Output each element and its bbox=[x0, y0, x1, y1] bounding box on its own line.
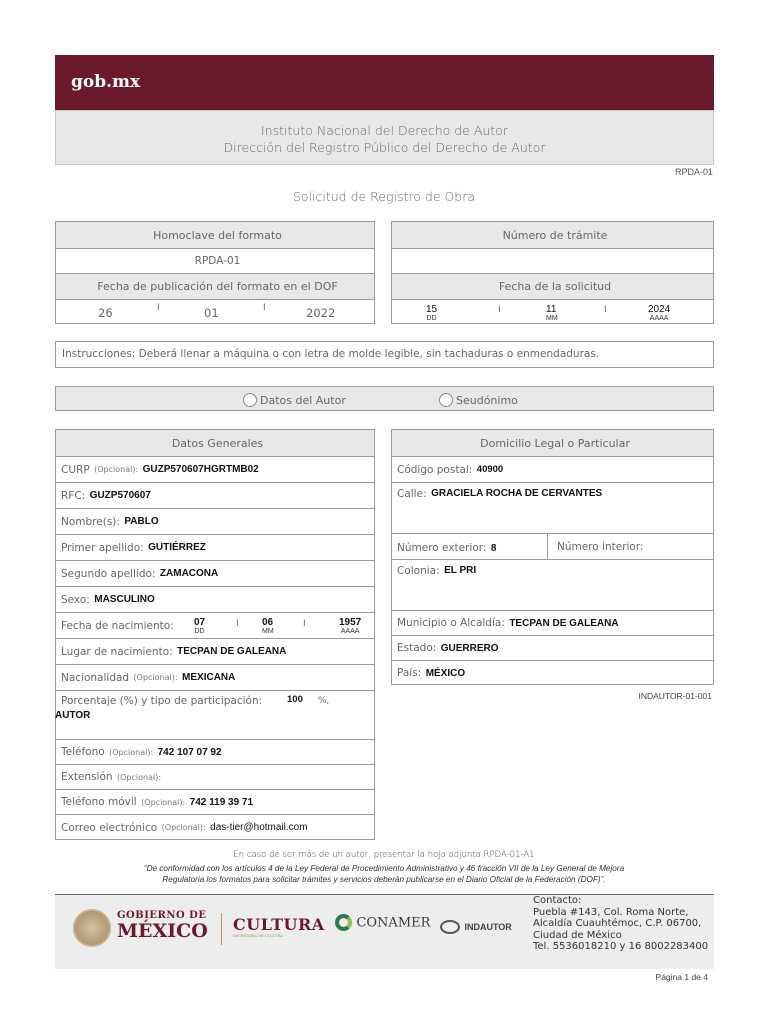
institute-name: Instituto Nacional del Derecho de Autor bbox=[261, 123, 508, 138]
numero-interior-label: Número interior: bbox=[557, 540, 644, 553]
datos-generales-box bbox=[55, 429, 375, 840]
nacionalidad-value: MEXICANA bbox=[182, 672, 236, 683]
mexico-seal-icon bbox=[73, 909, 111, 947]
dof-date bbox=[56, 299, 374, 324]
porcentaje-label: Porcentaje (%) y tipo de participación: bbox=[61, 695, 263, 707]
correo-label: Correo electrónico bbox=[61, 821, 158, 834]
request-date[interactable] bbox=[392, 299, 713, 324]
numero-interior-field[interactable] bbox=[547, 534, 713, 559]
curp-field[interactable] bbox=[56, 456, 374, 482]
nacionalidad-label: Nacionalidad bbox=[61, 671, 130, 684]
telefono-movil-field[interactable] bbox=[56, 789, 374, 814]
cultura-logo bbox=[233, 915, 325, 938]
request-sep-2: I bbox=[604, 305, 607, 315]
codigo-postal-value: 40900 bbox=[476, 464, 504, 475]
nacionalidad-field[interactable] bbox=[56, 664, 374, 690]
telefono-movil-label: Teléfono móvil bbox=[61, 796, 137, 808]
numero-field-row bbox=[392, 533, 713, 559]
segundo-apellido-value: ZAMACONA bbox=[159, 568, 219, 579]
calle-field[interactable] bbox=[392, 482, 713, 533]
legal-line-2: Regulatoria los formatos para solicitar trámites y servicios deberán publicarse en el Diario Oficial de la Federación (DOF)”. bbox=[162, 875, 606, 884]
telefono-movil-value: 742 119 39 71 bbox=[189, 796, 254, 808]
sexo-value: MASCULINO bbox=[94, 594, 155, 605]
numero-exterior-field[interactable] bbox=[397, 538, 496, 556]
municipio-label: Municipio o Alcaldía: bbox=[397, 617, 505, 629]
dof-sep-1: I bbox=[157, 303, 160, 313]
estado-value: GUERRERO bbox=[440, 642, 499, 654]
footer-band bbox=[55, 894, 714, 969]
telefono-field[interactable] bbox=[56, 739, 374, 764]
domicilio-box bbox=[391, 429, 714, 685]
nac-month-group bbox=[262, 617, 274, 635]
curp-value: GUZP570607HGRTMB02 bbox=[142, 464, 259, 475]
correo-field[interactable] bbox=[56, 814, 374, 840]
dd-caption: DD bbox=[426, 315, 437, 322]
rfc-value: GUZP570607 bbox=[89, 490, 151, 501]
porcentaje-field[interactable] bbox=[56, 690, 374, 739]
cultura-subtext: SECRETARÍA DE CULTURA bbox=[233, 934, 283, 938]
extension-field[interactable] bbox=[56, 764, 374, 789]
indautor-text: INDAUTOR bbox=[464, 921, 512, 932]
nombre-value: PABLO bbox=[124, 516, 159, 527]
tipo-participacion-value: AUTOR bbox=[55, 710, 91, 721]
dof-date-label: Fecha de publicación del formato en el DOF bbox=[56, 273, 374, 299]
fecha-nacimiento-field[interactable] bbox=[56, 612, 374, 638]
conamer-logo bbox=[335, 914, 430, 932]
request-year-group bbox=[648, 304, 670, 322]
nac-sep-1: I bbox=[236, 619, 239, 629]
homoclave-value: RPDA-01 bbox=[56, 248, 374, 273]
homoclave-label: Homoclave del formato bbox=[56, 222, 374, 248]
header-bar bbox=[55, 55, 714, 110]
request-sep-1: I bbox=[498, 305, 501, 315]
sexo-label: Sexo: bbox=[61, 593, 90, 606]
colonia-label: Colonia: bbox=[397, 565, 440, 577]
indautor-logo bbox=[440, 918, 512, 936]
domicilio-title: Domicilio Legal o Particular bbox=[392, 430, 713, 456]
nacionalidad-optional: (Opcional): bbox=[133, 673, 178, 682]
nac-mm-caption: MM bbox=[262, 628, 274, 635]
primer-apellido-value: GUTIÉRREZ bbox=[148, 542, 206, 553]
gob-logo-line1: GOBIERNO DE bbox=[117, 910, 207, 921]
telefono-label: Teléfono bbox=[61, 746, 105, 758]
contact-line: Alcaldía Cuauhtémoc, C.P. 06700, bbox=[533, 918, 702, 929]
nombre-field[interactable] bbox=[56, 508, 374, 534]
request-day-group bbox=[426, 304, 437, 322]
curp-optional: (Opcional): bbox=[94, 465, 139, 474]
gob-logo[interactable]: gob.mx bbox=[71, 72, 141, 92]
colonia-field[interactable] bbox=[392, 559, 713, 610]
tramite-value[interactable] bbox=[392, 248, 713, 273]
logo-divider bbox=[221, 913, 222, 945]
nac-year-group bbox=[339, 617, 361, 635]
multi-author-note: En caso de ser más de un autor, presentar la hoja adjunta RPDA-01-A1 bbox=[233, 850, 535, 860]
nac-sep-2: I bbox=[303, 619, 306, 629]
instructions: Instrucciones: Deberá llenar a máquina o con letra de molde legible, sin tachaduras o enmendaduras. bbox=[55, 341, 714, 368]
nac-aaaa-caption: AAAA bbox=[340, 628, 360, 635]
conamer-text: CONAMER bbox=[356, 915, 431, 931]
contact-info bbox=[533, 895, 708, 953]
estado-field[interactable] bbox=[392, 635, 713, 660]
pais-field[interactable] bbox=[392, 660, 713, 685]
request-day: 15 bbox=[426, 304, 438, 315]
porcentaje-sign: %, bbox=[318, 696, 330, 706]
radio-seudonimo-label: Seudónimo bbox=[456, 394, 518, 407]
primer-apellido-field[interactable] bbox=[56, 534, 374, 560]
dof-day: 26 bbox=[98, 306, 113, 320]
radio-datos-autor[interactable] bbox=[243, 391, 346, 409]
form-title: Solicitud de Registro de Obra bbox=[292, 189, 476, 204]
numero-exterior-label: Número exterior: bbox=[397, 541, 487, 554]
lugar-nacimiento-value: TECPAN DE GALEANA bbox=[177, 646, 287, 657]
dof-month: 01 bbox=[204, 306, 219, 320]
legal-line-1: “De conformidad con los artículos 4 de la Ley Federal de Procedimiento Administrativo y 46 fracción VII de la Ley General de Mejora bbox=[143, 864, 625, 873]
curp-label: CURP bbox=[61, 463, 90, 476]
nac-dd-caption: DD bbox=[194, 628, 205, 635]
nac-day: 07 bbox=[194, 617, 206, 628]
request-date-label: Fecha de la solicitud bbox=[392, 273, 713, 299]
aaaa-caption: AAAA bbox=[649, 315, 669, 322]
municipio-value: TECPAN DE GALEANA bbox=[509, 617, 619, 629]
pais-value: MÉXICO bbox=[425, 667, 466, 679]
fecha-nacimiento-label: Fecha de nacimiento: bbox=[61, 619, 174, 632]
contact-line: Tel. 5536018210 y 16 8002283400 bbox=[533, 941, 709, 952]
telefono-movil-optional: (Opcional): bbox=[141, 797, 186, 807]
municipio-field[interactable] bbox=[392, 610, 713, 635]
nac-month: 06 bbox=[262, 617, 274, 628]
primer-apellido-label: Primer apellido: bbox=[61, 541, 144, 554]
indautor-reference: INDAUTOR-01-001 bbox=[638, 691, 712, 701]
rfc-label: RFC: bbox=[61, 489, 86, 502]
tramite-label: Número de trámite bbox=[392, 222, 713, 248]
indautor-icon bbox=[440, 920, 460, 934]
extension-optional: (Opcional): bbox=[117, 772, 162, 782]
nac-day-group bbox=[194, 617, 205, 635]
radio-seudonimo[interactable] bbox=[439, 391, 518, 409]
lugar-nacimiento-label: Lugar de nacimiento: bbox=[61, 645, 173, 658]
sexo-field[interactable] bbox=[56, 586, 374, 612]
form-code: RPDA-01 bbox=[674, 167, 713, 177]
numero-exterior-value: 8 bbox=[490, 542, 497, 554]
calle-label: Calle: bbox=[397, 488, 427, 500]
tramite-box bbox=[391, 221, 714, 324]
gob-logo-line2: MÉXICO bbox=[117, 920, 208, 942]
homoclave-box bbox=[55, 221, 375, 324]
codigo-postal-label: Código postal: bbox=[397, 463, 473, 476]
dof-sep-2: I bbox=[263, 303, 266, 313]
radio-circle-icon[interactable] bbox=[439, 393, 453, 407]
telefono-value: 742 107 07 92 bbox=[157, 746, 222, 758]
mm-caption: MM bbox=[546, 315, 558, 322]
contact-line: Contacto: bbox=[533, 895, 582, 906]
segundo-apellido-label: Segundo apellido: bbox=[61, 567, 156, 580]
author-type-selector bbox=[55, 386, 714, 411]
nombre-label: Nombre(s): bbox=[61, 515, 120, 528]
porcentaje-value: 100 bbox=[287, 694, 303, 705]
segundo-apellido-field[interactable] bbox=[56, 560, 374, 586]
request-month-group bbox=[546, 304, 558, 322]
request-month: 11 bbox=[546, 304, 557, 315]
correo-value: das-tier@hotmail.com bbox=[210, 822, 308, 833]
codigo-postal-field[interactable] bbox=[392, 456, 713, 482]
calle-value: GRACIELA ROCHA DE CERVANTES bbox=[431, 488, 603, 499]
rfc-field[interactable] bbox=[56, 482, 374, 508]
contact-line: Puebla #143, Col. Roma Norte, bbox=[533, 906, 689, 918]
radio-datos-autor-label: Datos del Autor bbox=[260, 394, 346, 407]
lugar-nacimiento-field[interactable] bbox=[56, 638, 374, 664]
telefono-optional: (Opcional): bbox=[109, 747, 154, 757]
dof-year: 2022 bbox=[306, 306, 336, 320]
institute-banner bbox=[55, 110, 714, 165]
extension-label: Extensión bbox=[61, 771, 113, 783]
datos-generales-title: Datos Generales bbox=[56, 430, 374, 456]
direction-name: Dirección del Registro Público del Derecho de Autor bbox=[223, 140, 546, 155]
gobierno-de-mexico-logo bbox=[117, 910, 208, 941]
pais-label: País: bbox=[397, 667, 422, 679]
contact-line: Ciudad de México bbox=[533, 929, 622, 941]
nac-year: 1957 bbox=[339, 617, 362, 628]
correo-optional: (Opcional): bbox=[161, 823, 206, 832]
request-year: 2024 bbox=[648, 304, 671, 315]
colonia-value: EL PRI bbox=[444, 565, 477, 576]
radio-circle-icon[interactable] bbox=[243, 393, 257, 407]
page-number: Página 1 de 4 bbox=[655, 972, 708, 982]
conamer-icon bbox=[335, 914, 352, 931]
estado-label: Estado: bbox=[397, 642, 437, 654]
cultura-text: CULTURA bbox=[233, 915, 325, 934]
